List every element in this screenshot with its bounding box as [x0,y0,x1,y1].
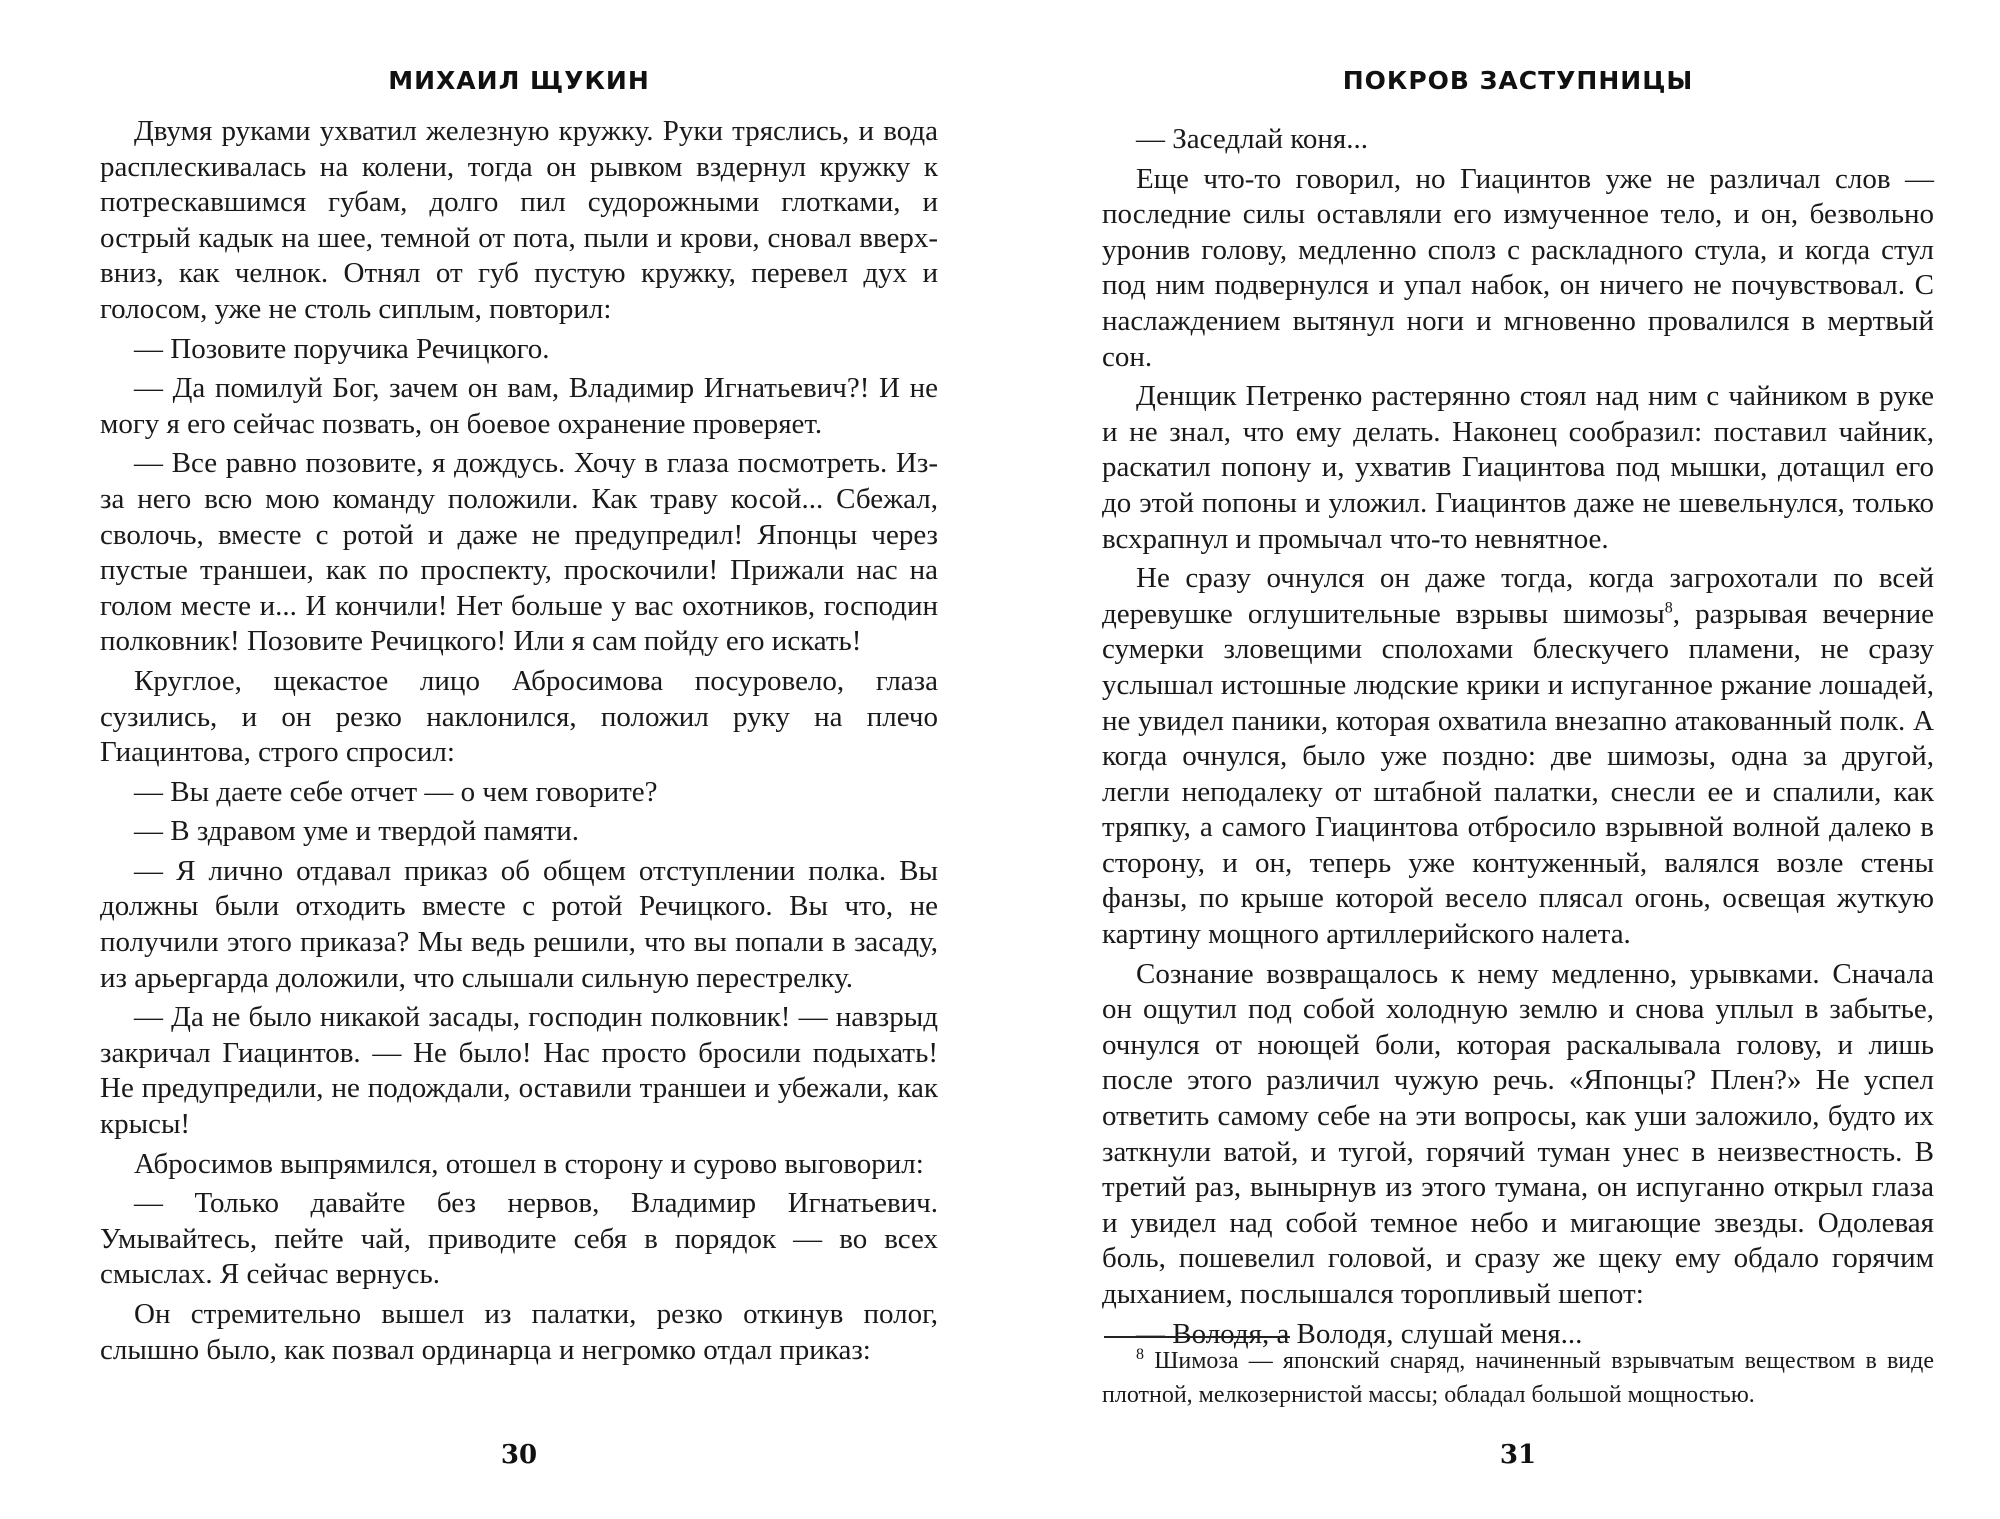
running-head-author: МИХАИЛ ЩУКИН [388,66,650,95]
paragraph: Сознание возвращалось к нему медленно, урывками. Сначала он ощутил под собой холодную землю и снова уплыл в забытье, очнулся от ноющей боли, которая раскалывала голову, и лишь после этого различил чужую речь. «Японцы? Плен?» Не успел ответить самому себе на эти вопросы, как уши заложило, будто их заткнули ватой, и тугой, горячий туман унес в неизвестность. В третий раз, вынырнув из этого тумана, он испуганно открыл глаза и увидел над собой темное небо и мигающие звезды. Одолевая боль, пошевелил головой, и сразу же щеку ему обдало горячим дыханием, послышался торопливый шепот: [1102,957,1934,1310]
paragraph: — Только давайте без нервов, Владимир Игнатьевич. Умывайтесь, пейте чай, приводите себя в порядок — во всех смыслах. Я сейчас вернусь. [100,1187,938,1291]
paragraph: — Все равно позовите, я дождусь. Хочу в глаза посмотреть. Из-за него всю мою команду положили. Как траву косой... Сбежал, сволочь, вместе с ротой и даже не предупредил! Японцы через пустые траншеи, как по проспекту, проскочили! Прижали нас на голом месте и... И кончили! Нет больше у вас охотников, господин полковник! Позовите Речицкого! Или я сам пойду его искать! [100,447,938,658]
page-number: 31 [1499,1440,1537,1470]
left-page-text [100,114,938,1372]
paragraph: — Да помилуй Бог, зачем он вам, Владимир Игнатьевич?! И не могу я его сейчас позвать, он боевое охранение проверяет. [100,372,938,440]
paragraph: — В здравом уме и твердой памяти. [134,815,580,848]
paragraph: — Я лично отдавал приказ об общем отступлении полка. Вы должны были отходить вместе с ротой Речицкого. Вы что, не получили этого приказа? Мы ведь решили, что вы попали в засаду, из арьергарда доложили, что слышали сильную перестрелку. [100,854,938,994]
paragraph: — Заседлай коня... [1136,123,1368,155]
right-page-text [1102,122,1934,1356]
page-number: 30 [500,1440,538,1470]
left-page [100,0,938,1519]
footnote-reference: 8 [1664,599,1673,617]
paragraph: Круглое, щекастое лицо Абросимова посуровело, глаза сузились, и он резко наклонился, положил руку на плечо Гиацинтова, строго спросил: [100,664,938,769]
paragraph-text: Не сразу очнулся он даже тогда, когда загрохотали по всей деревушке оглушительные взрывы шимозы [1102,562,1934,630]
paragraph-text: , разрывая вечерние сумерки зловещими сполохами блескучего пламени, не сразу услышал истошные людские крики и испуганное ржание лошадей, не увидел паники, которая охватила внезапно атакованный полк. А когда очнулся, было уже поздно: две шимозы, одна за другой, легли неподалеку от штабной палатки, снесли ее и спалили, как тряпку, а самого Гиацинтова отбросило взрывной волной далеко в сторону, и он, теперь уже контуженный, валялся возле стены фанзы, по крыше которой весело плясал огонь, освещая жуткую картину мощного артиллерийского налета. [1102,597,1935,951]
paragraph: Денщик Петренко растерянно стоял над ним с чайником в руке и не знал, что ему делать. Наконец сообразил: поставил чайник, раскатил попону и, ухватив Гиацинтова под мышки, дотащил его до этой попоны и уложил. Гиацинтов даже не шевельнулся, только всхрапнул и промычал что-то невнятное. [1102,380,1934,555]
running-head-title: ПОКРОВ ЗАСТУПНИЦЫ [1342,66,1694,95]
footnote-text: Шимоза — японский снаряд, начиненный взрывчатым веществом в виде плотной, мелкозернистой массы; обладал большой мощностью. [1102,1348,1935,1408]
paragraph: Двумя руками ухватил железную кружку. Руки тряслись, и вода расплескивалась на колени, тогда он рывком вздернул кружку к потрескавшимся губам, долго пил судорожными глотками, и острый кадык на шее, темной от пота, пыли и крови, сновал вверх-вниз, как челнок. Отнял от губ пустую кружку, перевел дух и голосом, уже не столь сиплым, повторил: [100,115,938,325]
paragraph: Он стремительно вышел из палатки, резко откинув полог, слышно было, как позвал ординарца и негромко отдал приказ: [100,1298,938,1366]
paragraph: Абросимов выпрямился, отошел в сторону и сурово выговорил: [134,1147,924,1180]
paragraph: — Вы даете себе отчет — о чем говорите? [134,775,658,808]
footnote-divider [1104,1336,1290,1338]
paragraph: — Позовите поручика Речицкого. [134,332,550,365]
paragraph: — Володя, а Володя, слушай меня... [1136,1317,1583,1350]
paragraph: Еще что-то говорил, но Гиацинтов уже не различал слов — последние силы оставляли его измученное тело, и он, безвольно уронив голову, медленно сполз с раскладного стула, и когда стул под ним подвернулся и упал набок, он ничего не почувствовал. С наслаждением вытянул ноги и мгновенно провалился в мертвый сон. [1102,162,1934,373]
paragraph-with-footnote [1102,561,1934,953]
footnote-marker: 8 [1136,1346,1144,1363]
right-page [1102,0,1934,1519]
paragraph: — Да не было никакой засады, господин полковник! — навзрыд закричал Гиацинтов. — Не было! Нас просто бросили подыхать! Не предупредили, не подождали, оставили траншеи и убежали, как крысы! [100,1001,938,1141]
footnote [1102,1344,1934,1412]
